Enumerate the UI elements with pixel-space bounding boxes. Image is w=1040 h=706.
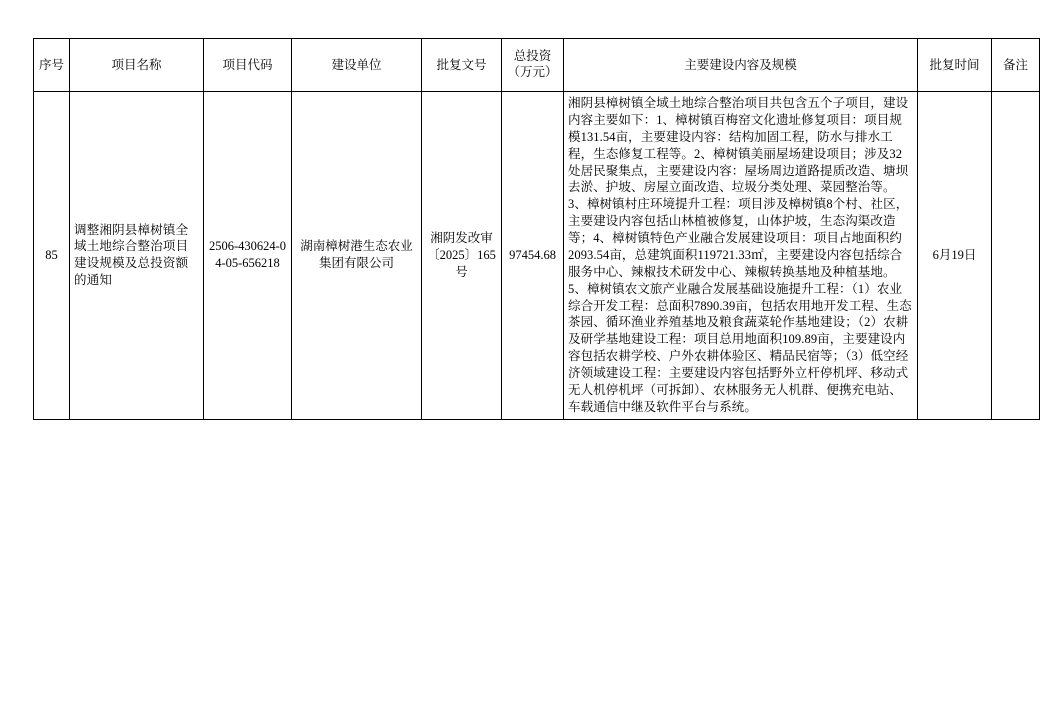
table-container: [33, 38, 1028, 420]
column-header-seq: 序号: [34, 39, 70, 92]
cell-seq: 85: [34, 92, 70, 420]
cell-approval-time: 6月19日: [918, 92, 992, 420]
cell-main-content: [564, 92, 918, 420]
column-header-project-code: 项目代码: [204, 39, 292, 92]
table-header: [34, 39, 1040, 92]
column-header-total-investment-line2: （万元）: [507, 65, 558, 79]
column-header-main-content: 主要建设内容及规模: [564, 39, 918, 92]
cell-approval-doc: 湘阴发改审〔2025〕165号: [422, 92, 502, 420]
cell-note: [992, 92, 1040, 420]
cell-total-investment: 97454.68: [502, 92, 564, 420]
column-header-project-name: 项目名称: [70, 39, 204, 92]
column-header-total-investment: [502, 39, 564, 92]
column-header-construction-unit: 建设单位: [292, 39, 422, 92]
cell-construction-unit: 湖南樟树港生态农业集团有限公司: [292, 92, 422, 420]
main-content-text: 湘阴县樟树镇全域土地综合整治项目共包含五个子项目，建设内容主要如下：1、樟树镇百梅窑文化遗址修复项目：项目规模131.54亩，主要建设内容：结构加固工程，防水与排水工程，生态修复工程等。2、樟树镇美丽屋场建设项目；涉及32处居民聚集点，主要建设内容：屋场周边道路提质改造、塘坝去淤、护坡、房屋立面改造、垃圾分类处理、菜园整治等。3、樟树镇村庄环境提升工程：项目涉及樟树镇8个村、社区，主要建设内容包括山林植被修复，山体护坡，生态沟渠改造等；4、樟树镇特色产业融合发展建设项目：项目占地面积约2093.54亩，总建筑面积119721.33㎡，主要建设内容包括综合服务中心、辣椒技术研发中心、辣椒转换基地及种植基地。5、樟树镇农文旅产业融合发展基础设施提升工程：（1）农业综合开发工程：总面积7890.39亩，包括农用地开发工程、生态茶园、循环渔业养殖基地及粮食蔬菜轮作基地建设；（2）农耕及研学基地建设工程：项目总用地面积109.89亩，主要建设内容包括农耕学校、户外农耕体验区、精品民宿等；（3）低空经济领域建设工程：主要建设内容包括野外立杆停机坪、移动式无人机停机坪（可拆卸）、农林服务无人机群、便携充电站、车载通信中继及软件平台与系统。: [568, 96, 912, 414]
cell-project-code: 2506-430624-04-05-656218: [204, 92, 292, 420]
table-row: [34, 92, 1040, 420]
project-approval-table: [33, 38, 1040, 420]
table-header-row: [34, 39, 1040, 92]
column-header-total-investment-line1: 总投资: [513, 49, 552, 64]
column-header-note: 备注: [992, 39, 1040, 92]
column-header-approval-doc: 批复文号: [422, 39, 502, 92]
cell-project-name: 调整湘阴县樟树镇全域土地综合整治项目建设规模及总投资额的通知: [70, 92, 204, 420]
table-body: [34, 92, 1040, 420]
column-header-approval-time: 批复时间: [918, 39, 992, 92]
